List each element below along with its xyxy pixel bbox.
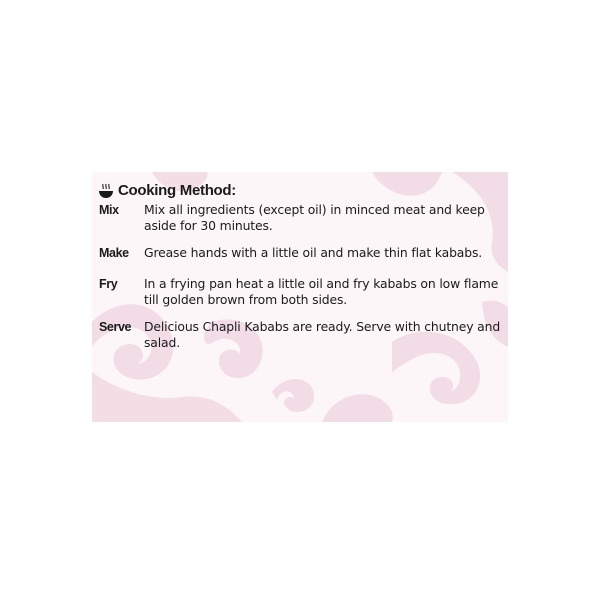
- step-label: Fry: [99, 277, 118, 291]
- section-heading: [98, 182, 236, 199]
- step-text: In a frying pan heat a little oil and fry kababs on low flame till golden brown from both sides.: [144, 276, 499, 307]
- step-label: Make: [99, 246, 129, 260]
- step-label: Serve: [99, 320, 132, 334]
- step-text: Mix all ingredients (except oil) in minced meat and keep aside for 30 minutes.: [144, 202, 485, 233]
- cooking-method-card: [92, 172, 508, 422]
- section-heading-text: Cooking Method:: [118, 182, 236, 199]
- step-text: Delicious Chapli Kababs are ready. Serve with chutney and salad.: [144, 319, 501, 350]
- cooking-pot-icon: [98, 183, 114, 199]
- step-text: Grease hands with a little oil and make thin flat kababs.: [144, 245, 483, 260]
- step-label: Mix: [99, 203, 119, 217]
